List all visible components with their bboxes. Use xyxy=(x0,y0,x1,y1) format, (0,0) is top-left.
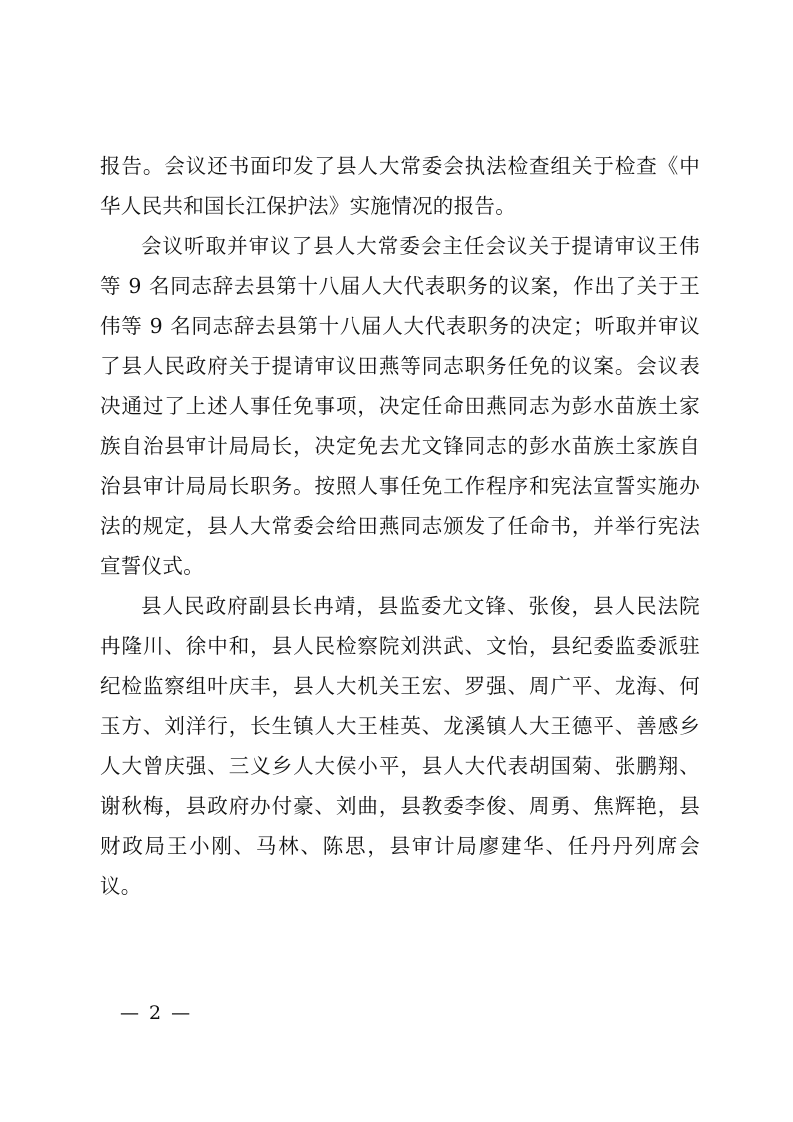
paragraph-attendees: 县人民政府副县长冉靖，县监委尤文锋、张俊，县人民法院冉隆川、徐中和，县人民检察院刘洪武、文怡，县纪委监委派驻纪检监察组叶庆丰，县人大机关王宏、罗强、周广平、龙海、何玉方、刘洋行，长生镇人大王桂英、龙溪镇人大王德平、善感乡人大曾庆强、三义乡人大侯小平，县人大代表胡国菊、张鹏翔、谢秋梅，县政府办付豪、刘曲，县教委李俊、周勇、焦辉艳，县财政局王小刚、马林、陈思，县审计局廖建华、任丹丹列席会议。 xyxy=(100,594,700,898)
paragraph-report-continuation: 报告。会议还书面印发了县人大常委会执法检查组关于检查《中华人民共和国长江保护法》实施情况的报告。 xyxy=(100,154,700,218)
paragraph-personnel-appointments: 会议听取并审议了县人大常委会主任会议关于提请审议王伟等 9 名同志辞去县第十八届人大代表职务的议案，作出了关于王伟等 9 名同志辞去县第十八届人大代表职务的决定；听取并审议了县人民政府关于提请审议田燕等同志职务任免的议案。会议表决通过了上述人事任免事项，决定任命田燕同志为彭水苗族土家族自治县审计局局长，决定免去尤文锋同志的彭水苗族土家族自治县审计局局长职务。按照人事任免工作程序和宪法宣誓实施办法的规定，县人大常委会给田燕同志颁发了任命书，并举行宪法宣誓仪式。 xyxy=(100,234,700,578)
document-body xyxy=(100,146,700,906)
page-number: — 2 — xyxy=(120,1002,193,1024)
